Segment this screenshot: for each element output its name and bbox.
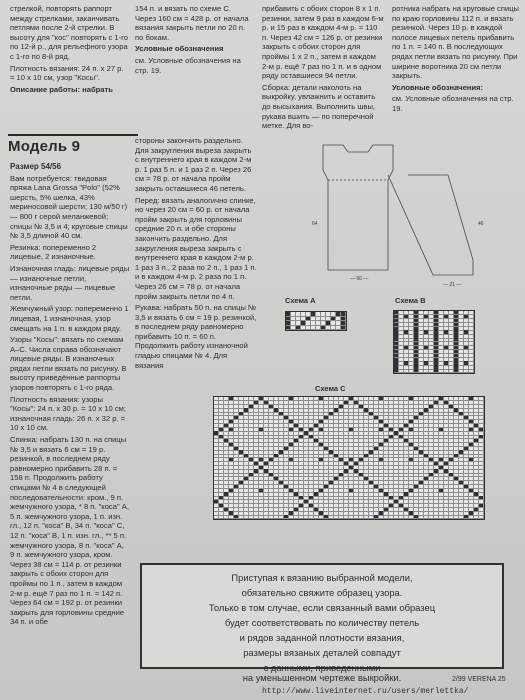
paragraph: 154 п. и вязать по схеме С. Через 160 см = 428 р. от начала вязания закрыть петли по 20 п. по бокам. [135, 4, 249, 42]
notice-line: с данными, приведенными [263, 662, 381, 673]
sample-notice-box [140, 563, 504, 673]
model-heading: Модель 9 [8, 138, 81, 155]
scheme-a-grid [285, 311, 347, 331]
notice-line: Приступая к вязанию выбранной модели, [231, 572, 413, 583]
notice-line: и рядов заданной плотности вязания, [239, 632, 405, 643]
paragraph: Плотность вязания: узоры "Косы": 24 п. х 30 р. = 10 х 10 см; изнаночная гладь: 26 п. х 32 р. = 10 х 10 см. [10, 394, 126, 433]
paragraph: Резинка: попеременно 2 лицевые, 2 изнаночные. [10, 242, 97, 262]
grid-cell [341, 326, 346, 331]
paragraph: Перед: вязать аналогично спинке, но через 20 см = 60 р. от начала пройм закрыть для горловины средние 20 п. и обе стороны закончить раздельно. Для закругления выреза закрыть с внутреннего края в каждом 2-м р. 1 раз 3 п., 2 раза по 2 п., 1 раз 1 п. и в каждом 4-м р. 2 раза по 1 п. Через 26 см = 78 р. от начала пройм закрыть петли по 4 п. [135, 195, 257, 301]
svg-text:64: 64 [312, 221, 318, 227]
notice-line: размеры вязаных деталей совпадут [243, 647, 401, 658]
notice-line: обязательно свяжите образец узора. [241, 587, 403, 598]
paragraph: Условные обозначения: [392, 82, 484, 92]
svg-text:— 21 —: — 21 — [443, 282, 462, 288]
paragraph: стрелкой, повторять раппорт между стрелками, заканчивать петлями после 2-й стрелки. В высоту для "кос" повторять с 1-го по 12-й р., для рельефного узора с 1-го по 8-й ряд. [10, 4, 129, 61]
svg-text:— 66 —: — 66 — [350, 276, 369, 282]
column-1-top [10, 4, 128, 96]
column-3-top [262, 4, 384, 133]
grid-cell [469, 369, 474, 373]
paragraph: Описание работы: набрать [10, 84, 113, 94]
page-footer: 2/99 VERENA 25 [452, 676, 506, 683]
paragraph: см. Условные обозначения на стр. 19. [392, 94, 514, 113]
notice-line: Только в том случае, если связанный вами образец [208, 602, 436, 613]
paragraph: Спинка: набрать 130 п. на спицы № 3,5 и вязать 6 см = 19 р. резинкой, в последнем ряду равномерно прибавить 28 п. = 158 п. Продолжить работу спицами № 4 в следующей последовательности: кром., 9 п. жемчужного узора, * 8 п. "коса" А, 5 п. жемчужного узора, 1 п. изн. гл., 12 п. "коса" В, 34 п. "коса" С, 12 п. "коса" В, 1 п. изн. гл., ** 5 п. жемчужного узора, 8 п. "коса" А, 9 п. жемчужного узора, кром. Через 38 см = 114 р. от резинки закрыть с обоих сторон для проймы по 1 п., затем в каждом 2-м р. ещё 7 раз по 1 п. = 142 п. Через 64 см = 192 р. от резинки закрыть для горловины средние 34 п. и обе [10, 435, 129, 627]
scheme-c-label: Схема С [315, 384, 346, 393]
size-label: Размер 54/56 [10, 162, 62, 171]
scheme-b-label: Схема В [395, 296, 426, 305]
paragraph: прибавить с обоих сторон 8 х 1 п. резинки, затем 9 раз в каждом 6-м р. и 15 раз в каждом 4-м р. = 110 п. Через 42 см = 126 р. от резинки закрыть с обоих сторон для проймы 1 х 2 п., затем в каждом 2-м р. ещё 7 раз по 1 п. и в одном ряду оставшиеся 94 петли. [262, 4, 384, 81]
column-1-body [10, 162, 130, 629]
paragraph: Сборка: детали наколоть на выкройку, увлажнить и оставить до высыхания. Выполнить швы, рукава вшить — по поперечной метке. Для во- [262, 82, 376, 131]
scheme-c-grid [213, 396, 485, 520]
paragraph: Рукава: набрать 50 п. на спицы № 3,5 и вязать 6 см = 19 р. резинкой, в последнем ряду равномерно прибавить 10 п. = 60 п. Продолжить работу изнаночной гладью спицами № 4. Для вязания [135, 303, 257, 370]
column-2-body [135, 136, 257, 372]
paragraph: Условные обозначения [135, 44, 224, 54]
svg-text:46: 46 [478, 221, 484, 227]
paragraph: см. Условные обозначения на стр. 19. [135, 55, 241, 75]
model-title [8, 134, 138, 155]
grid-cell [479, 515, 484, 519]
garment-pattern-drawing [268, 140, 518, 290]
paragraph: стороны закончить раздельно. Для закругления выреза закрыть с внутреннего края в каждом 2-м р. 1 раз 5 п. и 1 раз 2 п. Через 26 см = 78 р. от начала пройм закрыть оставшиеся 46 петель. [135, 136, 252, 193]
scheme-a-label: Схема А [285, 296, 316, 305]
paragraph: Плотность вязания: 24 п. х 27 р. = 10 х 10 см, узор "Косы". [10, 63, 124, 83]
paragraph: ротника набрать на круговые спицы по краю горловины 112 п. и вязать резинкой. Через 10 р. в каждой полосе лицевых петель прибавить по 1 п. = 140 п. В последующих рядах петли вязать по рисунку. При ширине воротника 20 см петли закрыть. [392, 4, 519, 81]
column-4-top [392, 4, 520, 116]
paragraph: Изнаночная гладь: лицевые ряды — изнаночные петли, изнаночные ряды — лицевые петли. [10, 263, 130, 302]
watermark-url: http://www.liveinternet.ru/users/merlettka/ [262, 687, 469, 696]
column-2-top [135, 4, 253, 77]
paragraph: Вам потребуется: твидовая пряжа Lana Grossa "Polo" (52% шерсть, 5% шелка, 43% мериносовой шерсти; 130 м/50 г) — 800 г серой меланжевой; спицы № 3,5 и 4; круговые спицы № 3,5 длиной 40 см. [10, 173, 128, 241]
paragraph: Узоры "Косы": вязать по схемам А–С. Числа справа обозначают лицевые ряды. В изнаночных рядах петли вязать по рисунку. В высоту приведённые раппорты узоров повторять с 1-го ряда. [10, 335, 127, 393]
paragraph: Жемчужный узор: попеременно 1 лицевая, 1 изнаночная, узор смещать на 1 п. в каждом ряду. [10, 304, 129, 333]
notice-line: будет соответствовать по количеству петель [224, 617, 420, 628]
notice-last-line: на уменьшенном чертеже выкройки. [242, 672, 402, 683]
scheme-b-grid [393, 310, 475, 374]
